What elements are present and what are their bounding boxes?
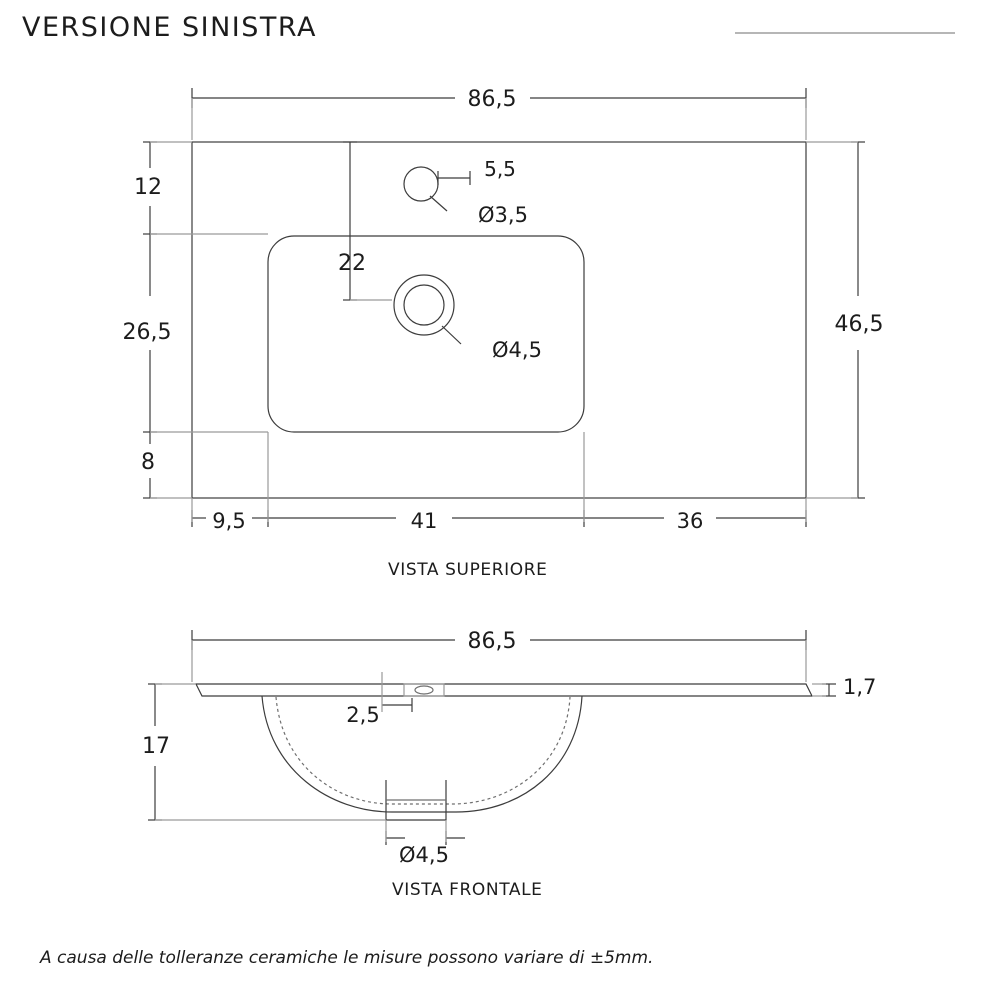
dim-label-overall-height: 46,5 xyxy=(834,312,884,337)
dim-label-front-tap-offset: 2,5 xyxy=(346,703,380,727)
dim-label-tap-offset-y: 22 xyxy=(338,251,366,276)
dim-label-top-width: 86,5 xyxy=(467,87,517,112)
basin-bowl-front xyxy=(262,696,582,812)
page-title: VERSIONE SINISTRA xyxy=(22,12,318,43)
dim-label-top-margin: 12 xyxy=(134,175,162,200)
drain-inner-icon xyxy=(404,285,444,325)
basin-outline xyxy=(268,236,584,432)
dim-label-front-thickness: 1,7 xyxy=(843,675,877,699)
dim-label-basin-width: 41 xyxy=(410,509,438,533)
dim-label-bottom-margin: 8 xyxy=(141,450,155,475)
dim-label-front-drain-diameter: Ø4,5 xyxy=(399,843,449,867)
countertop-outline xyxy=(192,142,806,498)
dim-label-tap-offset-x: 5,5 xyxy=(484,157,516,181)
basin-bowl-inner-front xyxy=(276,697,570,804)
dim-label-drain-diameter-top: Ø4,5 xyxy=(492,338,542,362)
caption-top-view: VISTA SUPERIORE xyxy=(388,560,548,580)
leader-drain xyxy=(442,326,461,344)
caption-front-view: VISTA FRONTALE xyxy=(392,880,543,900)
drain-ring-icon xyxy=(394,275,454,335)
dim-label-front-height: 17 xyxy=(142,734,170,759)
dim-label-right-margin: 36 xyxy=(676,509,704,533)
tap-hole-front-icon xyxy=(415,686,433,694)
dim-label-front-width: 86,5 xyxy=(467,629,517,654)
tolerance-note: A causa delle tolleranze ceramiche le misure possono variare di ±5mm. xyxy=(40,948,654,968)
dim-label-tap-diameter: Ø3,5 xyxy=(478,203,528,227)
dim-label-basin-height: 26,5 xyxy=(122,320,172,345)
dim-label-left-margin: 9,5 xyxy=(212,509,246,533)
countertop-slab-front xyxy=(196,684,812,696)
leader-tap-hole xyxy=(430,196,447,211)
tap-hole-icon xyxy=(404,167,438,201)
